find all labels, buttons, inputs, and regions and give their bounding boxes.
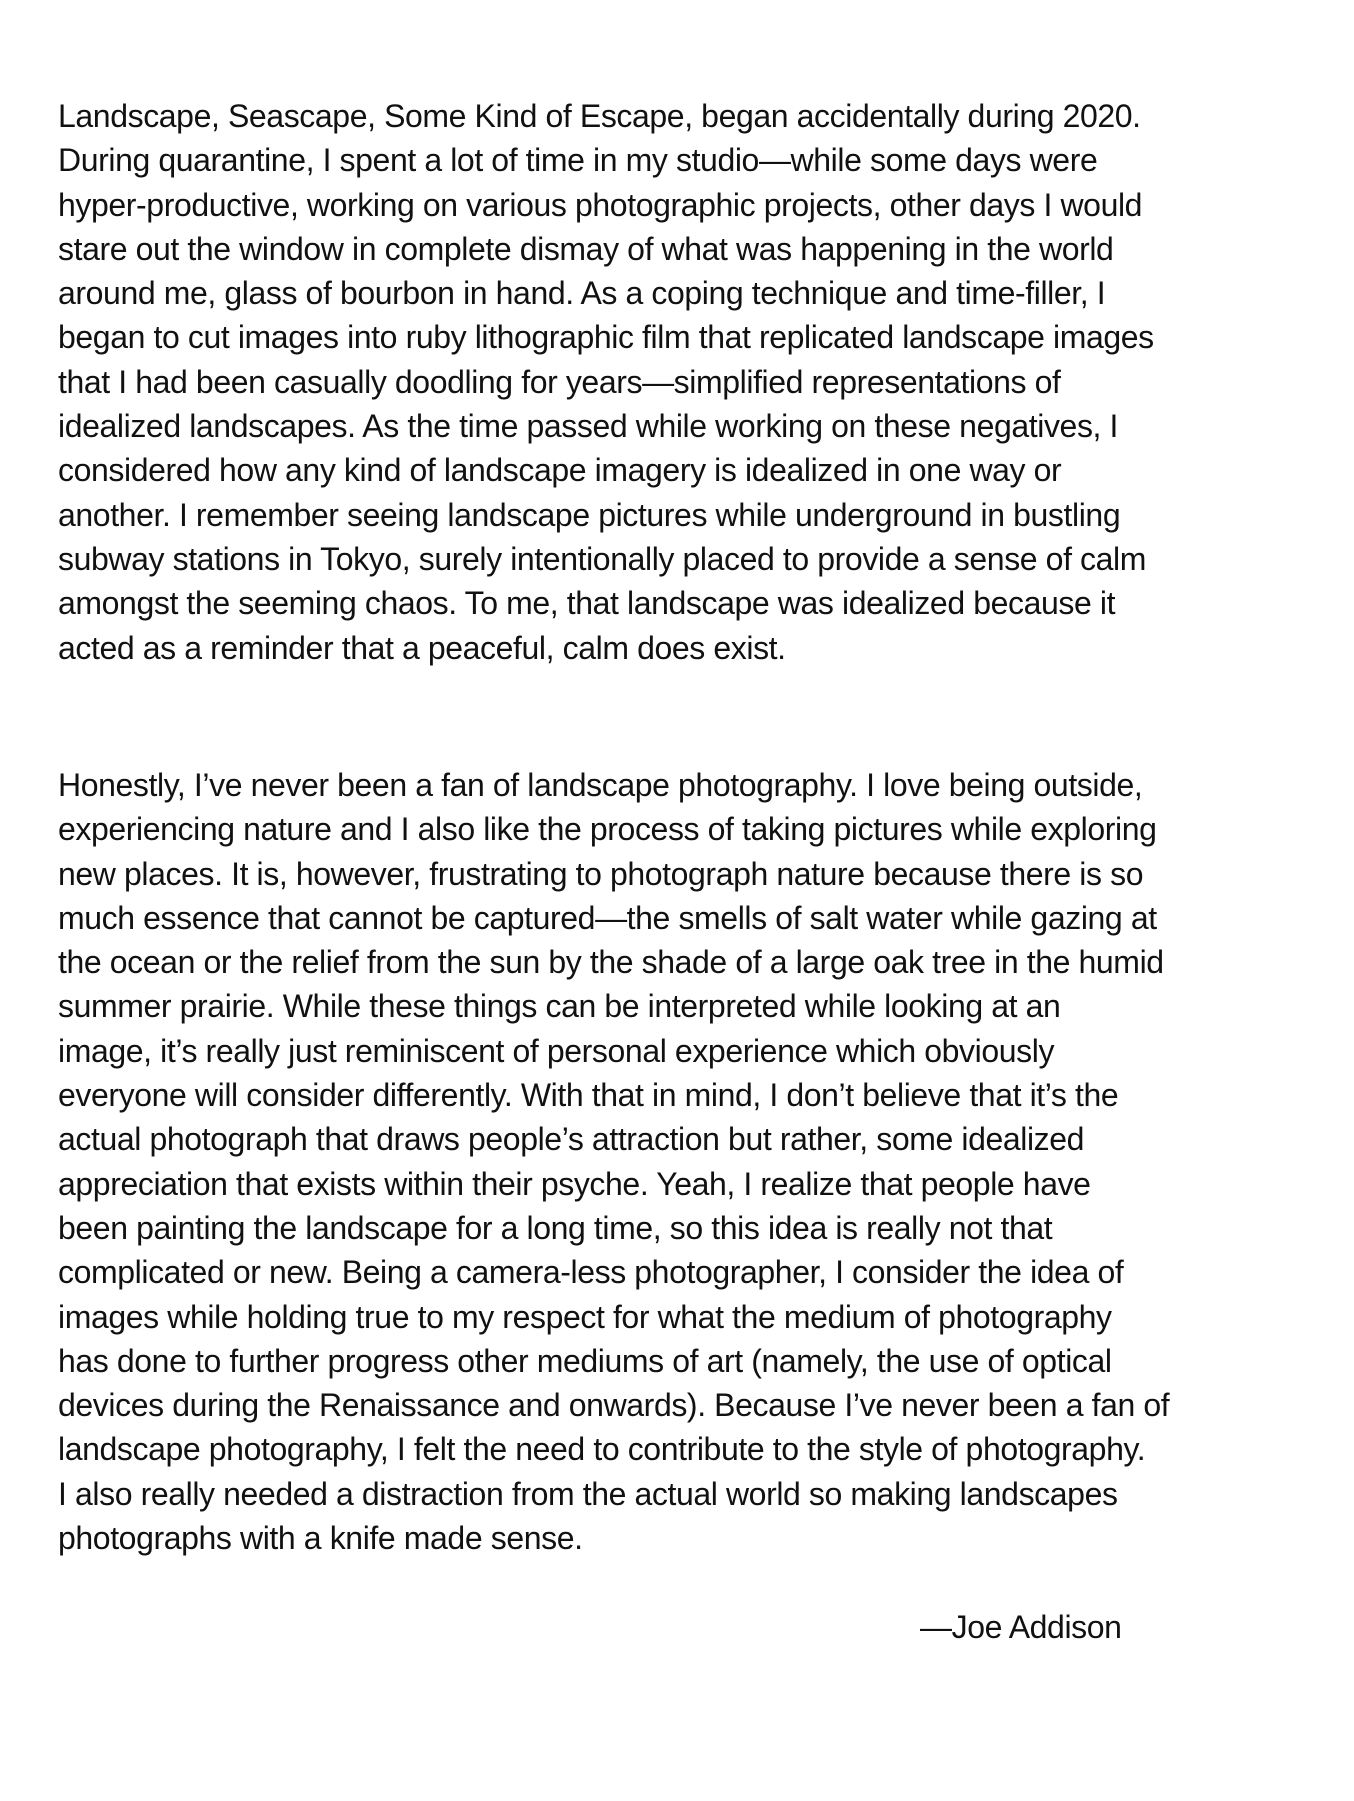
author-signature: —Joe Addison <box>920 1609 1122 1645</box>
text-line: another. I remember seeing landscape pictures while underground in bustling <box>58 496 1121 533</box>
text-line: hyper-productive, working on various photographic projects, other days I would <box>58 186 1143 223</box>
text-line: During quarantine, I spent a lot of time in my studio—while some days were <box>58 142 1098 179</box>
text-line: has done to further progress other mediums of art (namely, the use of optical <box>58 1342 1112 1379</box>
text-line: been painting the landscape for a long time, so this idea is really not that <box>58 1209 1053 1246</box>
text-line: summer prairie. While these things can be interpreted while looking at an <box>58 988 1061 1025</box>
text-line: complicated or new. Being a camera-less photographer, I consider the idea of <box>58 1254 1124 1291</box>
text-line: I also really needed a distraction from the actual world so making landscapes <box>58 1475 1118 1512</box>
text-line: everyone will consider differently. With that in mind, I don’t believe that it’s the <box>58 1077 1119 1114</box>
text-line: actual photograph that draws people’s attraction but rather, some idealized <box>58 1121 1085 1158</box>
text-line: much essence that cannot be captured—the smells of salt water while gazing at <box>58 899 1157 936</box>
text-line: landscape photography, I felt the need to contribute to the style of photography. <box>58 1431 1146 1468</box>
text-line: idealized landscapes. As the time passed while working on these negatives, I <box>58 408 1119 445</box>
text-line: that I had been casually doodling for years—simplified representations of <box>58 363 1061 400</box>
text-line: devices during the Renaissance and onwards). Because I’ve never been a fan of <box>58 1387 1170 1424</box>
text-line: experiencing nature and I also like the process of taking pictures while exploring <box>58 811 1157 848</box>
text-line: images while holding true to my respect for what the medium of photography <box>58 1298 1112 1335</box>
text-line: stare out the window in complete dismay of what was happening in the world <box>58 230 1114 267</box>
text-line: Honestly, I’ve never been a fan of landscape photography. I love being outside, <box>58 767 1143 803</box>
text-line: subway stations in Tokyo, surely intentionally placed to provide a sense of calm <box>58 540 1147 577</box>
text-line: photographs with a knife made sense. <box>58 1520 583 1557</box>
text-line: appreciation that exists within their psyche. Yeah, I realize that people have <box>58 1165 1091 1202</box>
text-line: considered how any kind of landscape imagery is idealized in one way or <box>58 452 1062 489</box>
text-line: began to cut images into ruby lithographic film that replicated landscape images <box>58 319 1154 356</box>
text-line: Landscape, Seascape, Some Kind of Escape, began accidentally during 2020. <box>58 98 1141 134</box>
paragraph-2 <box>58 763 1298 1560</box>
text-line: around me, glass of bourbon in hand. As a coping technique and time-filler, I <box>58 275 1106 312</box>
text-line: acted as a reminder that a peaceful, calm does exist. <box>58 629 786 666</box>
text-line: image, it’s really just reminiscent of personal experience which obviously <box>58 1032 1055 1069</box>
paragraph-1 <box>58 94 1298 670</box>
text-line: amongst the seeming chaos. To me, that landscape was idealized because it <box>58 585 1116 622</box>
text-line: new places. It is, however, frustrating to photograph nature because there is so <box>58 855 1144 892</box>
text-line: the ocean or the relief from the sun by the shade of a large oak tree in the humid <box>58 944 1164 981</box>
